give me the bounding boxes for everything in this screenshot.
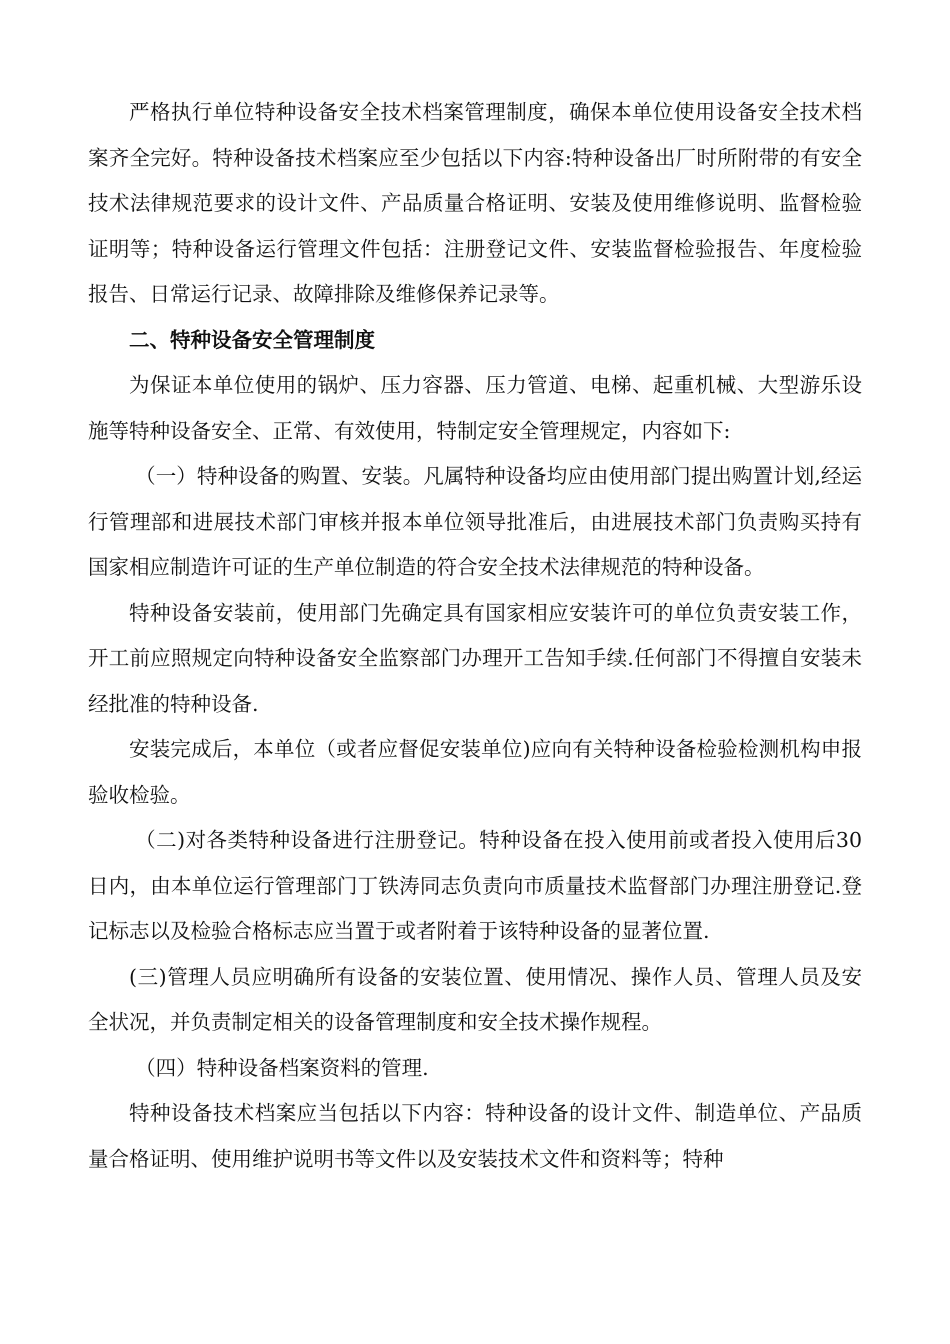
paragraph-item-4-archives: （四）特种设备档案资料的管理. [135,1055,429,1080]
document-page [88,90,862,1182]
paragraph-archive-contents: 特种设备技术档案应当包括以下内容：特种设备的设计文件、制造单位、产品质量合格证明、使用维护说明书等文件以及安装技术文件和资料等；特种 [88,1101,862,1171]
paragraph-archive-requirements: 严格执行单位特种设备安全技术档案管理制度，确保本单位使用设备安全技术档案齐全完好。特种设备技术档案应至少包括以下内容:特种设备出厂时所附带的有安全技术法律规范要求的设计文件、产品质量合格证明、安装及使用维修说明、监督检验证明等；特种设备运行管理文件包括：注册登记文件、安装监督检验报告、年度检验报告、日常运行记录、故障排除及维修保养记录等。 [88,100,862,306]
paragraph-purpose: 为保证本单位使用的锅炉、压力容器、压力管道、电梯、起重机械、大型游乐设施等特种设备安全、正常、有效使用，特制定安全管理规定，内容如下: [88,373,862,443]
paragraph-acceptance: 安装完成后，本单位（或者应督促安装单位)应向有关特种设备检验检测机构申报验收检验。 [88,737,862,807]
paragraph-item-2-registration: （二)对各类特种设备进行注册登记。特种设备在投入使用前或者投入使用后30日内，由本单位运行管理部门丁铁涛同志负责向市质量技术监督部门办理注册登记.登记标志以及检验合格标志应当置于或者附着于该特种设备的显著位置. [88,828,862,943]
section-heading-2: 二、特种设备安全管理制度 [129,327,375,352]
paragraph-item-3-personnel: (三)管理人员应明确所有设备的安装位置、使用情况、操作人员、管理人员及安全状况，并负责制定相关的设备管理制度和安全技术操作规程。 [88,964,862,1034]
paragraph-item-1-purchase: （一）特种设备的购置、安装。凡属特种设备均应由使用部门提出购置计划,经运行管理部和进展技术部门审核并报本单位领导批准后，由进展技术部门负责购买持有国家相应制造许可证的生产单位制造的符合安全技术法律规范的特种设备。 [88,464,862,579]
paragraph-installation: 特种设备安装前，使用部门先确定具有国家相应安装许可的单位负责安装工作，开工前应照规定向特种设备安全监察部门办理开工告知手续.任何部门不得擅自安装未经批准的特种设备. [88,600,862,716]
